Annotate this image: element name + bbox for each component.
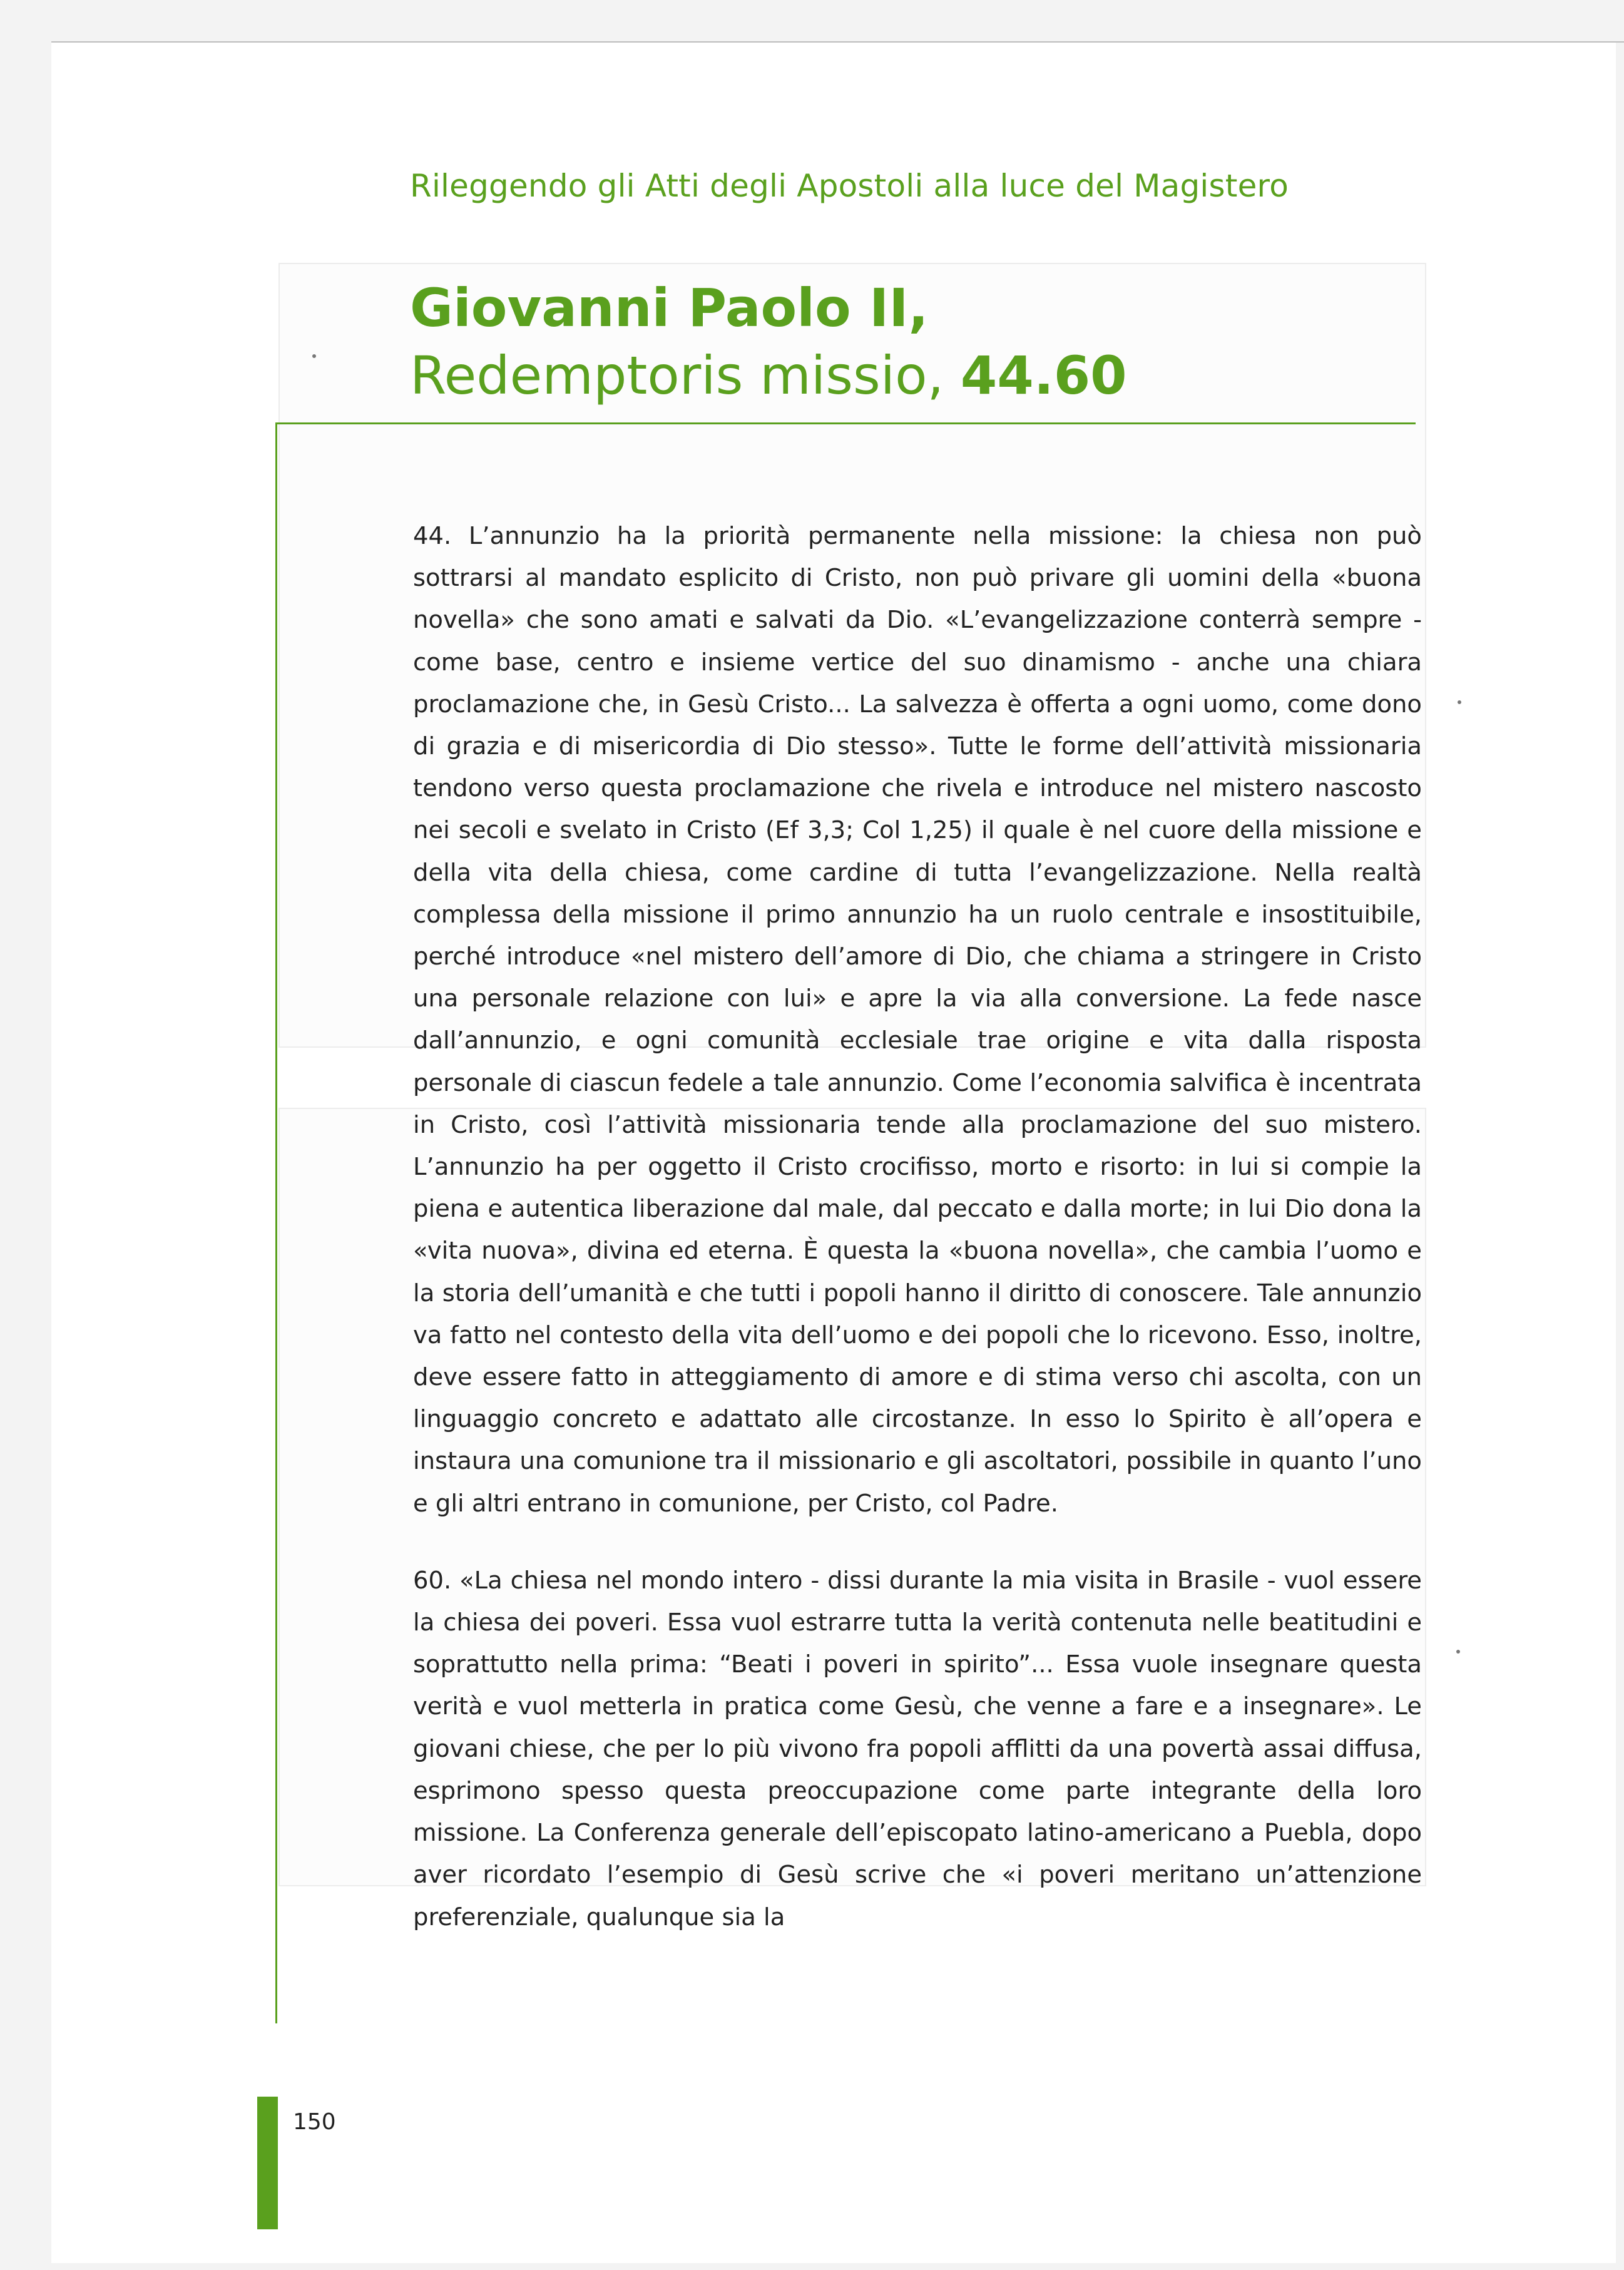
page-title: [410, 274, 1411, 409]
body-text: [413, 515, 1422, 1938]
title-work-name: Redemptoris missio,: [410, 345, 961, 406]
paragraph-44: 44. L’annunzio ha la priorità permanente nella missione: la chiesa non può sottrarsi al mandato esplicito di Cristo, non può privare gli uomini della «buona novella» che sono amati e salvati da Dio. «L’evangelizzazione conterrà sempre - come base, centro e insieme vertice del suo dinamismo - anche una chiara proclamazione che, in Gesù Cristo... La salvezza è offerta a ogni uomo, come dono di grazia e di misericordia di Dio stesso». Tutte le forme dell’attività missionaria tendono verso questa proclamazione che rivela e introduce nel mistero nascosto nei secoli e svelato in Cristo (Ef 3,3; Col 1,25) il quale è nel cuore della missione e della vita della chiesa, come cardine di tutta l’evangelizzazione. Nella realtà complessa della missione il primo annunzio ha un ruolo centrale e insostituibile, perché introduce «nel mistero dell’amore di Dio, che chiama a stringere in Cristo una personale relazione con lui» e apre la via alla conversione. La fede nasce dall’annunzio, e ogni comunità ecclesiale trae origine e vita dalla risposta personale di ciascun fedele a tale annunzio. Come l’economia salvifica è incentrata in Cristo, così l’attività missionaria tende alla proclamazione del suo mistero. L’annunzio ha per oggetto il Cristo crocifisso, morto e risorto: in lui si compie la piena e autentica liberazione dal male, dal peccato e dalla morte; in lui Dio dona la «vita nuova», divina ed eterna. È questa la «buona novella», che cambia l’uomo e la storia dell’umanità e che tutti i popoli hanno il diritto di conoscere. Tale annunzio va fatto nel contesto della vita dell’uomo e dei popoli che lo ricevono. Esso, inoltre, deve essere fatto in atteggiamento di amore e di stima verso chi ascolta, con un linguaggio concreto e adattato alle circostanze. In esso lo Spirito è all’opera e instaura una comunione tra il missionario e gli ascoltatori, possibile in quanto l’uno e gli altri entrano in comunione, per Cristo, col Padre.: [413, 522, 1422, 1518]
paragraph-60: 60. «La chiesa nel mondo intero - dissi durante la mia visita in Brasile - vuol essere la chiesa dei poveri. Essa vuol estrarre tutta la verità contenuta nelle beatitudini e soprattutto nella prima: “Beati i poveri in spirito”... Essa vuole insegnare questa verità e vuol metterla in pratica come Gesù, che venne a fare e a insegnare». Le giovani chiese, che per lo più vivono fra popoli afflitti da una povertà assai diffusa, esprimono spesso questa preoccupazione come parte integrante della loro missione. La Conferenza generale dell’episcopato latino-americano a Puebla, dopo aver ricordato l’esempio di Gesù scrive che «i poveri meritano un’attenzione preferenziale, qualunque sia la: [413, 1566, 1422, 1931]
title-work: [410, 342, 1411, 409]
scan-speck: [1458, 700, 1461, 704]
scan-speck: [1456, 1650, 1460, 1654]
folio-bar: [257, 2097, 278, 2229]
running-header: Rileggendo gli Atti degli Apostoli alla luce del Magistero: [410, 168, 1289, 204]
scan-speck: [312, 354, 316, 358]
frame-top-rule: [275, 422, 1416, 424]
frame-left-rule: [275, 422, 277, 2023]
title-author: Giovanni Paolo II,: [410, 277, 929, 339]
page-number: 150: [293, 2109, 336, 2135]
title-section-number: 44.60: [960, 345, 1127, 406]
